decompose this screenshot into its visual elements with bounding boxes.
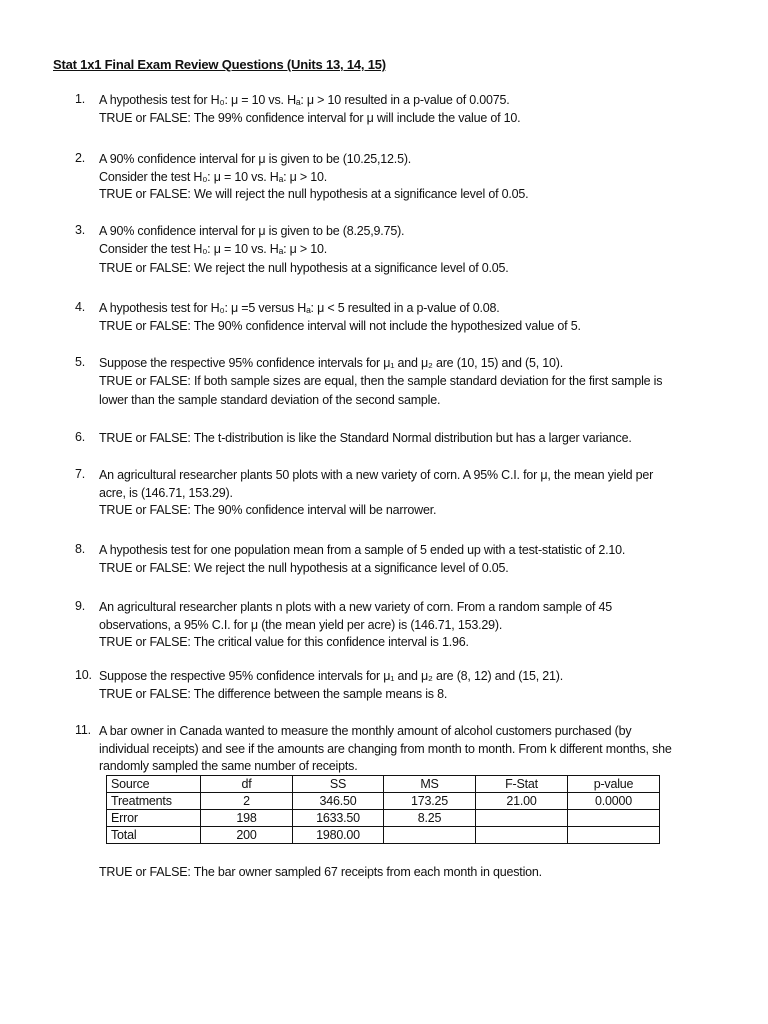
table-header-cell: MS bbox=[384, 776, 476, 793]
question-line: observations, a 95% C.I. for μ (the mean yield per acre) is (146.71, 153.29). bbox=[99, 617, 503, 632]
question-4 bbox=[75, 300, 725, 335]
question-7 bbox=[75, 467, 725, 520]
question-line: A 90% confidence interval for μ is given to be (10.25,12.5). bbox=[99, 152, 412, 166]
question-number: 4. bbox=[75, 300, 86, 314]
table-header-cell: p-value bbox=[568, 776, 660, 793]
question-number: 11. bbox=[75, 723, 91, 737]
question-line: A hypothesis test for one population mean from a sample of 5 ended up with a test-statistic of 2.10. bbox=[99, 543, 626, 557]
question-line: TRUE or FALSE: We will reject the null hypothesis at a significance level of 0.05. bbox=[99, 187, 529, 201]
question-line: Suppose the respective 95% confidence intervals for μ₁ and μ₂ are (8, 12) and (15, 21). bbox=[99, 669, 563, 683]
table-cell: Error bbox=[107, 810, 201, 827]
question-line: Consider the test H₀: μ = 10 vs. Hₐ: μ > 10. bbox=[99, 169, 328, 184]
anova-table bbox=[106, 775, 660, 844]
question-line: individual receipts) and see if the amounts are changing from month to month. From k different months, she bbox=[99, 741, 672, 756]
question-line: An agricultural researcher plants 50 plots with a new variety of corn. A 95% C.I. for μ, the mean yield per bbox=[99, 468, 654, 482]
table-row bbox=[107, 827, 660, 844]
table-cell: Treatments bbox=[107, 793, 201, 810]
question-line: A bar owner in Canada wanted to measure the monthly amount of alcohol customers purchased (by bbox=[99, 724, 632, 738]
question-line: TRUE or FALSE: The 90% confidence interval will be narrower. bbox=[99, 503, 437, 517]
table-cell: 21.00 bbox=[476, 793, 568, 810]
question-6 bbox=[75, 430, 725, 448]
table-cell bbox=[568, 827, 660, 844]
question-8 bbox=[75, 542, 725, 577]
question-line: acre, is (146.71, 153.29). bbox=[99, 485, 233, 500]
question-line: TRUE or FALSE: The 99% confidence interval for μ will include the value of 10. bbox=[99, 110, 521, 125]
question-line: A hypothesis test for H₀: μ = 10 vs. Hₐ: μ > 10 resulted in a p-value of 0.0075. bbox=[99, 93, 510, 107]
question-line: TRUE or FALSE: We reject the null hypothesis at a significance level of 0.05. bbox=[99, 560, 509, 575]
question-number: 5. bbox=[75, 355, 86, 369]
table-cell: 1633.50 bbox=[293, 810, 384, 827]
question-number: 2. bbox=[75, 151, 86, 165]
table-header-row bbox=[107, 776, 660, 793]
question-line: A hypothesis test for H₀: μ =5 versus Hₐ: μ < 5 resulted in a p-value of 0.08. bbox=[99, 301, 500, 315]
question-number: 3. bbox=[75, 223, 86, 237]
table-cell bbox=[568, 810, 660, 827]
table-cell: 8.25 bbox=[384, 810, 476, 827]
question-line: TRUE or FALSE: We reject the null hypothesis at a significance level of 0.05. bbox=[99, 261, 509, 275]
question-line: Consider the test H₀: μ = 10 vs. Hₐ: μ > 10. bbox=[99, 241, 328, 256]
question-5 bbox=[75, 355, 725, 410]
question-line: An agricultural researcher plants n plots with a new variety of corn. From a random sample of 45 bbox=[99, 600, 612, 614]
table-cell: 198 bbox=[201, 810, 293, 827]
question-number: 8. bbox=[75, 542, 86, 556]
question-3 bbox=[75, 223, 725, 278]
question-number: 1. bbox=[75, 92, 86, 106]
table-row bbox=[107, 810, 660, 827]
table-cell bbox=[476, 827, 568, 844]
question-11-statement: TRUE or FALSE: The bar owner sampled 67 receipts from each month in question. bbox=[99, 865, 542, 879]
table-cell: 346.50 bbox=[293, 793, 384, 810]
question-11 bbox=[75, 723, 725, 776]
table-cell: 200 bbox=[201, 827, 293, 844]
table-header-cell: F-Stat bbox=[476, 776, 568, 793]
table-cell: Total bbox=[107, 827, 201, 844]
question-number: 7. bbox=[75, 467, 86, 481]
question-10 bbox=[75, 668, 725, 703]
question-line: Suppose the respective 95% confidence intervals for μ₁ and μ₂ are (10, 15) and (5, 10). bbox=[99, 356, 563, 370]
table-header-cell: df bbox=[201, 776, 293, 793]
question-line: TRUE or FALSE: The difference between the sample means is 8. bbox=[99, 686, 448, 701]
question-line: randomly sampled the same number of receipts. bbox=[99, 759, 358, 773]
question-line: TRUE or FALSE: The critical value for this confidence interval is 1.96. bbox=[99, 635, 469, 649]
table-cell bbox=[384, 827, 476, 844]
question-number: 6. bbox=[75, 430, 86, 444]
question-line: TRUE or FALSE: The 90% confidence interval will not include the hypothesized value of 5. bbox=[99, 318, 581, 333]
table-header-cell: SS bbox=[293, 776, 384, 793]
question-number: 10. bbox=[75, 668, 92, 682]
table-cell: 173.25 bbox=[384, 793, 476, 810]
question-line: A 90% confidence interval for μ is given to be (8.25,9.75). bbox=[99, 224, 405, 238]
question-1 bbox=[75, 92, 725, 127]
table-header-cell: Source bbox=[107, 776, 201, 793]
table-cell bbox=[476, 810, 568, 827]
question-2 bbox=[75, 151, 725, 204]
table-cell: 2 bbox=[201, 793, 293, 810]
page-title: Stat 1x1 Final Exam Review Questions (Units 13, 14, 15) bbox=[53, 57, 386, 72]
question-line: TRUE or FALSE: If both sample sizes are equal, then the sample standard deviation for the first sample is bbox=[99, 373, 663, 388]
question-line: lower than the sample standard deviation of the second sample. bbox=[99, 393, 441, 407]
table-cell: 1980.00 bbox=[293, 827, 384, 844]
question-number: 9. bbox=[75, 599, 86, 613]
question-line: TRUE or FALSE: The t-distribution is like the Standard Normal distribution but has a larger variance. bbox=[99, 431, 632, 445]
question-9 bbox=[75, 599, 725, 652]
table-cell: 0.0000 bbox=[568, 793, 660, 810]
table-row bbox=[107, 793, 660, 810]
